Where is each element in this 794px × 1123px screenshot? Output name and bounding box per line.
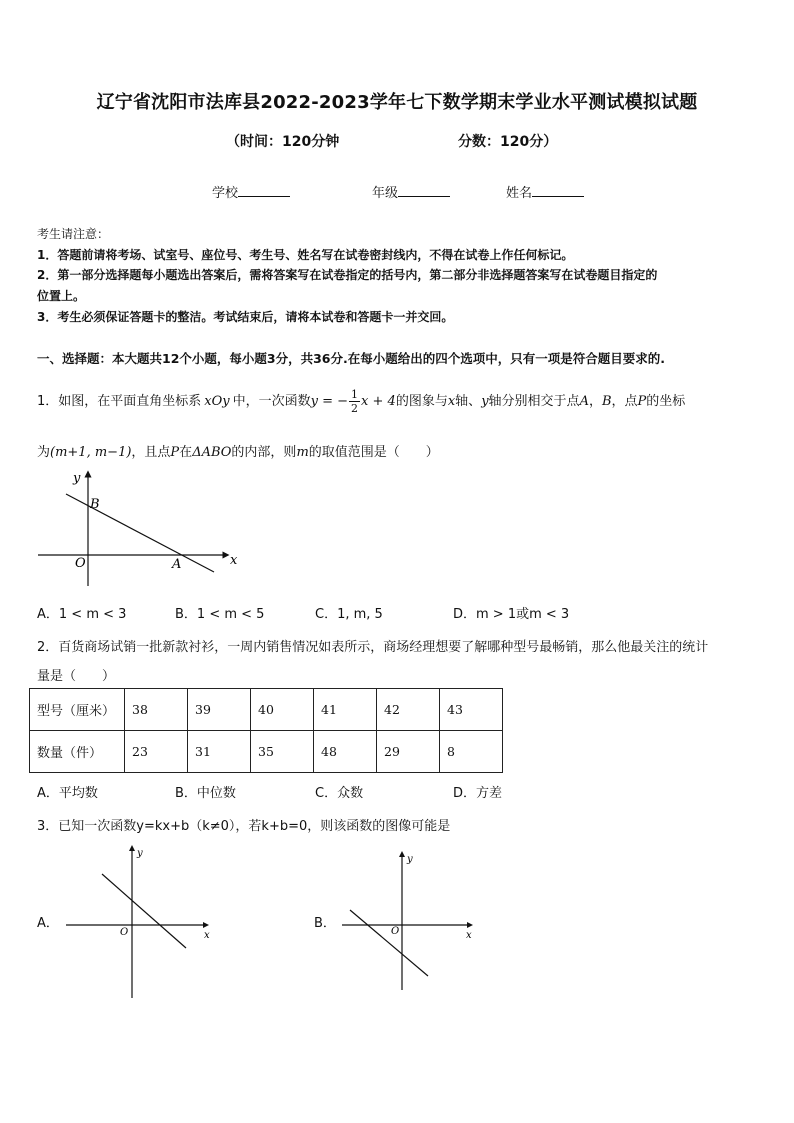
q1-text: ，且点 — [131, 445, 171, 460]
q3-option-b[interactable]: B． — [314, 916, 336, 931]
table-row — [30, 689, 503, 731]
sales-table — [29, 688, 503, 773]
question-1-line-2 — [37, 441, 439, 460]
q1-point-p: P — [170, 445, 180, 460]
question-2-line-2: 量是（ ） — [37, 669, 116, 684]
q1-text: ，点 — [611, 394, 638, 409]
table-row — [30, 731, 503, 773]
x-axis-label: x — [230, 553, 238, 568]
q1-option-c[interactable]: C．1, m, 5 — [315, 607, 383, 622]
table-cell: 8 — [440, 731, 503, 773]
q2-option-b[interactable]: B．中位数 — [175, 786, 236, 801]
q1-y-axis-symbol: y — [481, 394, 489, 409]
q1-text: 轴、 — [455, 394, 482, 409]
origin-label: O — [75, 556, 86, 571]
name-label: 姓名 — [506, 186, 533, 201]
q1-option-b[interactable]: B．1 < m < 5 — [175, 607, 265, 622]
origin-label: O — [120, 927, 129, 938]
table-cell: 41 — [314, 689, 377, 731]
q1-text: 的图象与 — [395, 394, 448, 409]
notice-item-3: 3．考生必须保证答题卡的整洁。考试结束后，请将本试卷和答题卡一并交回。 — [37, 310, 454, 324]
q3-graph-a — [62, 842, 222, 1002]
q2-option-a[interactable]: A．平均数 — [37, 786, 98, 801]
q1-text: ， — [588, 394, 602, 409]
q1-triangle: ΔABO — [192, 445, 232, 460]
q1-coord-system: xOy — [204, 394, 230, 409]
q1-x-axis-symbol: x — [447, 394, 456, 409]
exam-title: 辽宁省沈阳市法库县2022-2023学年七下数学期末学业水平测试模拟试题 — [96, 92, 698, 113]
notice-item-2a: 2．第一部分选择题每小题选出答案后，需将答案写在试卷指定的括号内，第二部分非选择题答案写在试卷题目指定的 — [37, 268, 658, 282]
table-cell: 31 — [188, 731, 251, 773]
exam-score: 分数：120分） — [458, 134, 558, 150]
question-1-line-1 — [37, 388, 685, 415]
grade-blank[interactable] — [398, 184, 450, 197]
point-a-label: A — [172, 557, 182, 572]
q1-option-d[interactable]: D．m > 1或m < 3 — [453, 607, 570, 622]
table-cell: 23 — [125, 731, 188, 773]
school-blank[interactable] — [238, 184, 290, 197]
q1-text: 的取值范围是（ ） — [308, 445, 439, 460]
table-cell: 40 — [251, 689, 314, 731]
q1-point-a: A — [579, 394, 589, 409]
name-blank[interactable] — [532, 184, 584, 197]
table-cell: 35 — [251, 731, 314, 773]
school-field — [212, 182, 290, 201]
q3-option-a[interactable]: A． — [37, 916, 59, 931]
grade-field — [372, 182, 450, 201]
q1-fraction — [349, 388, 360, 415]
y-axis-label: y — [137, 848, 143, 859]
function-line — [350, 910, 428, 976]
point-b-label: B — [90, 497, 100, 512]
exam-time: （时间：120分钟 — [226, 134, 340, 150]
notice-item-2b: 位置上。 — [37, 289, 86, 303]
question-3-line-1: 3．已知一次函数y=kx+b（k≠0），若k+b=0，则该函数的图像可能是 — [37, 819, 451, 834]
q1-text: 轴分别相交于点 — [488, 394, 580, 409]
q2-option-d[interactable]: D．方差 — [453, 786, 503, 801]
fraction-denominator: 2 — [351, 402, 359, 415]
question-2-line-1: 2．百货商场试销一批新款衬衫，一周内销售情况如表所示，商场经理想要了解哪种型号最畅销，那么他最关注的统计 — [37, 640, 709, 655]
section-heading: 一、选择题：本大题共12个小题，每小题3分，共36分.在每小题给出的四个选项中，只有一项是符合题目要求的. — [37, 351, 665, 366]
q1-point-p: P — [637, 394, 647, 409]
q1-text: 1．如图，在平面直角坐标系 — [37, 394, 202, 409]
q3-graph-b — [338, 848, 488, 993]
q1-text: 在 — [179, 445, 193, 460]
q1-equation-lhs: y = − — [310, 394, 349, 409]
function-line — [102, 874, 186, 948]
y-axis-label: y — [407, 854, 413, 865]
q1-text: 为 — [37, 445, 51, 460]
q1-equation-rhs: x + 4 — [361, 394, 396, 409]
table-cell: 48 — [314, 731, 377, 773]
table-cell: 29 — [377, 731, 440, 773]
q1-text: 的内部，则 — [231, 445, 297, 460]
q1-graph — [30, 466, 250, 596]
q1-point-coords: (m+1, m−1) — [50, 445, 132, 460]
x-axis-label: x — [204, 930, 210, 941]
q1-text: 的坐标 — [646, 394, 686, 409]
name-field — [506, 182, 584, 201]
y-axis-label: y — [73, 471, 81, 486]
q1-option-a[interactable]: A．1 < m < 3 — [37, 607, 127, 622]
x-axis-label: x — [466, 930, 472, 941]
q1-point-b: B — [601, 394, 612, 409]
table-cell: 43 — [440, 689, 503, 731]
notice-item-1: 1．答题前请将考场、试室号、座位号、考生号、姓名写在试卷密封线内，不得在试卷上作任何标记。 — [37, 248, 574, 262]
table-cell: 数量（件） — [30, 731, 125, 773]
notice-heading: 考生请注意： — [37, 227, 110, 241]
q2-option-c[interactable]: C．众数 — [315, 786, 364, 801]
fraction-numerator: 1 — [351, 388, 359, 401]
table-cell: 42 — [377, 689, 440, 731]
q1-text: 中，一次函数 — [232, 394, 311, 409]
grade-label: 年级 — [372, 186, 399, 201]
table-cell: 型号（厘米） — [30, 689, 125, 731]
origin-label: O — [391, 926, 400, 937]
school-label: 学校 — [212, 186, 239, 201]
table-cell: 39 — [188, 689, 251, 731]
table-cell: 38 — [125, 689, 188, 731]
q1-variable-m: m — [296, 445, 309, 460]
